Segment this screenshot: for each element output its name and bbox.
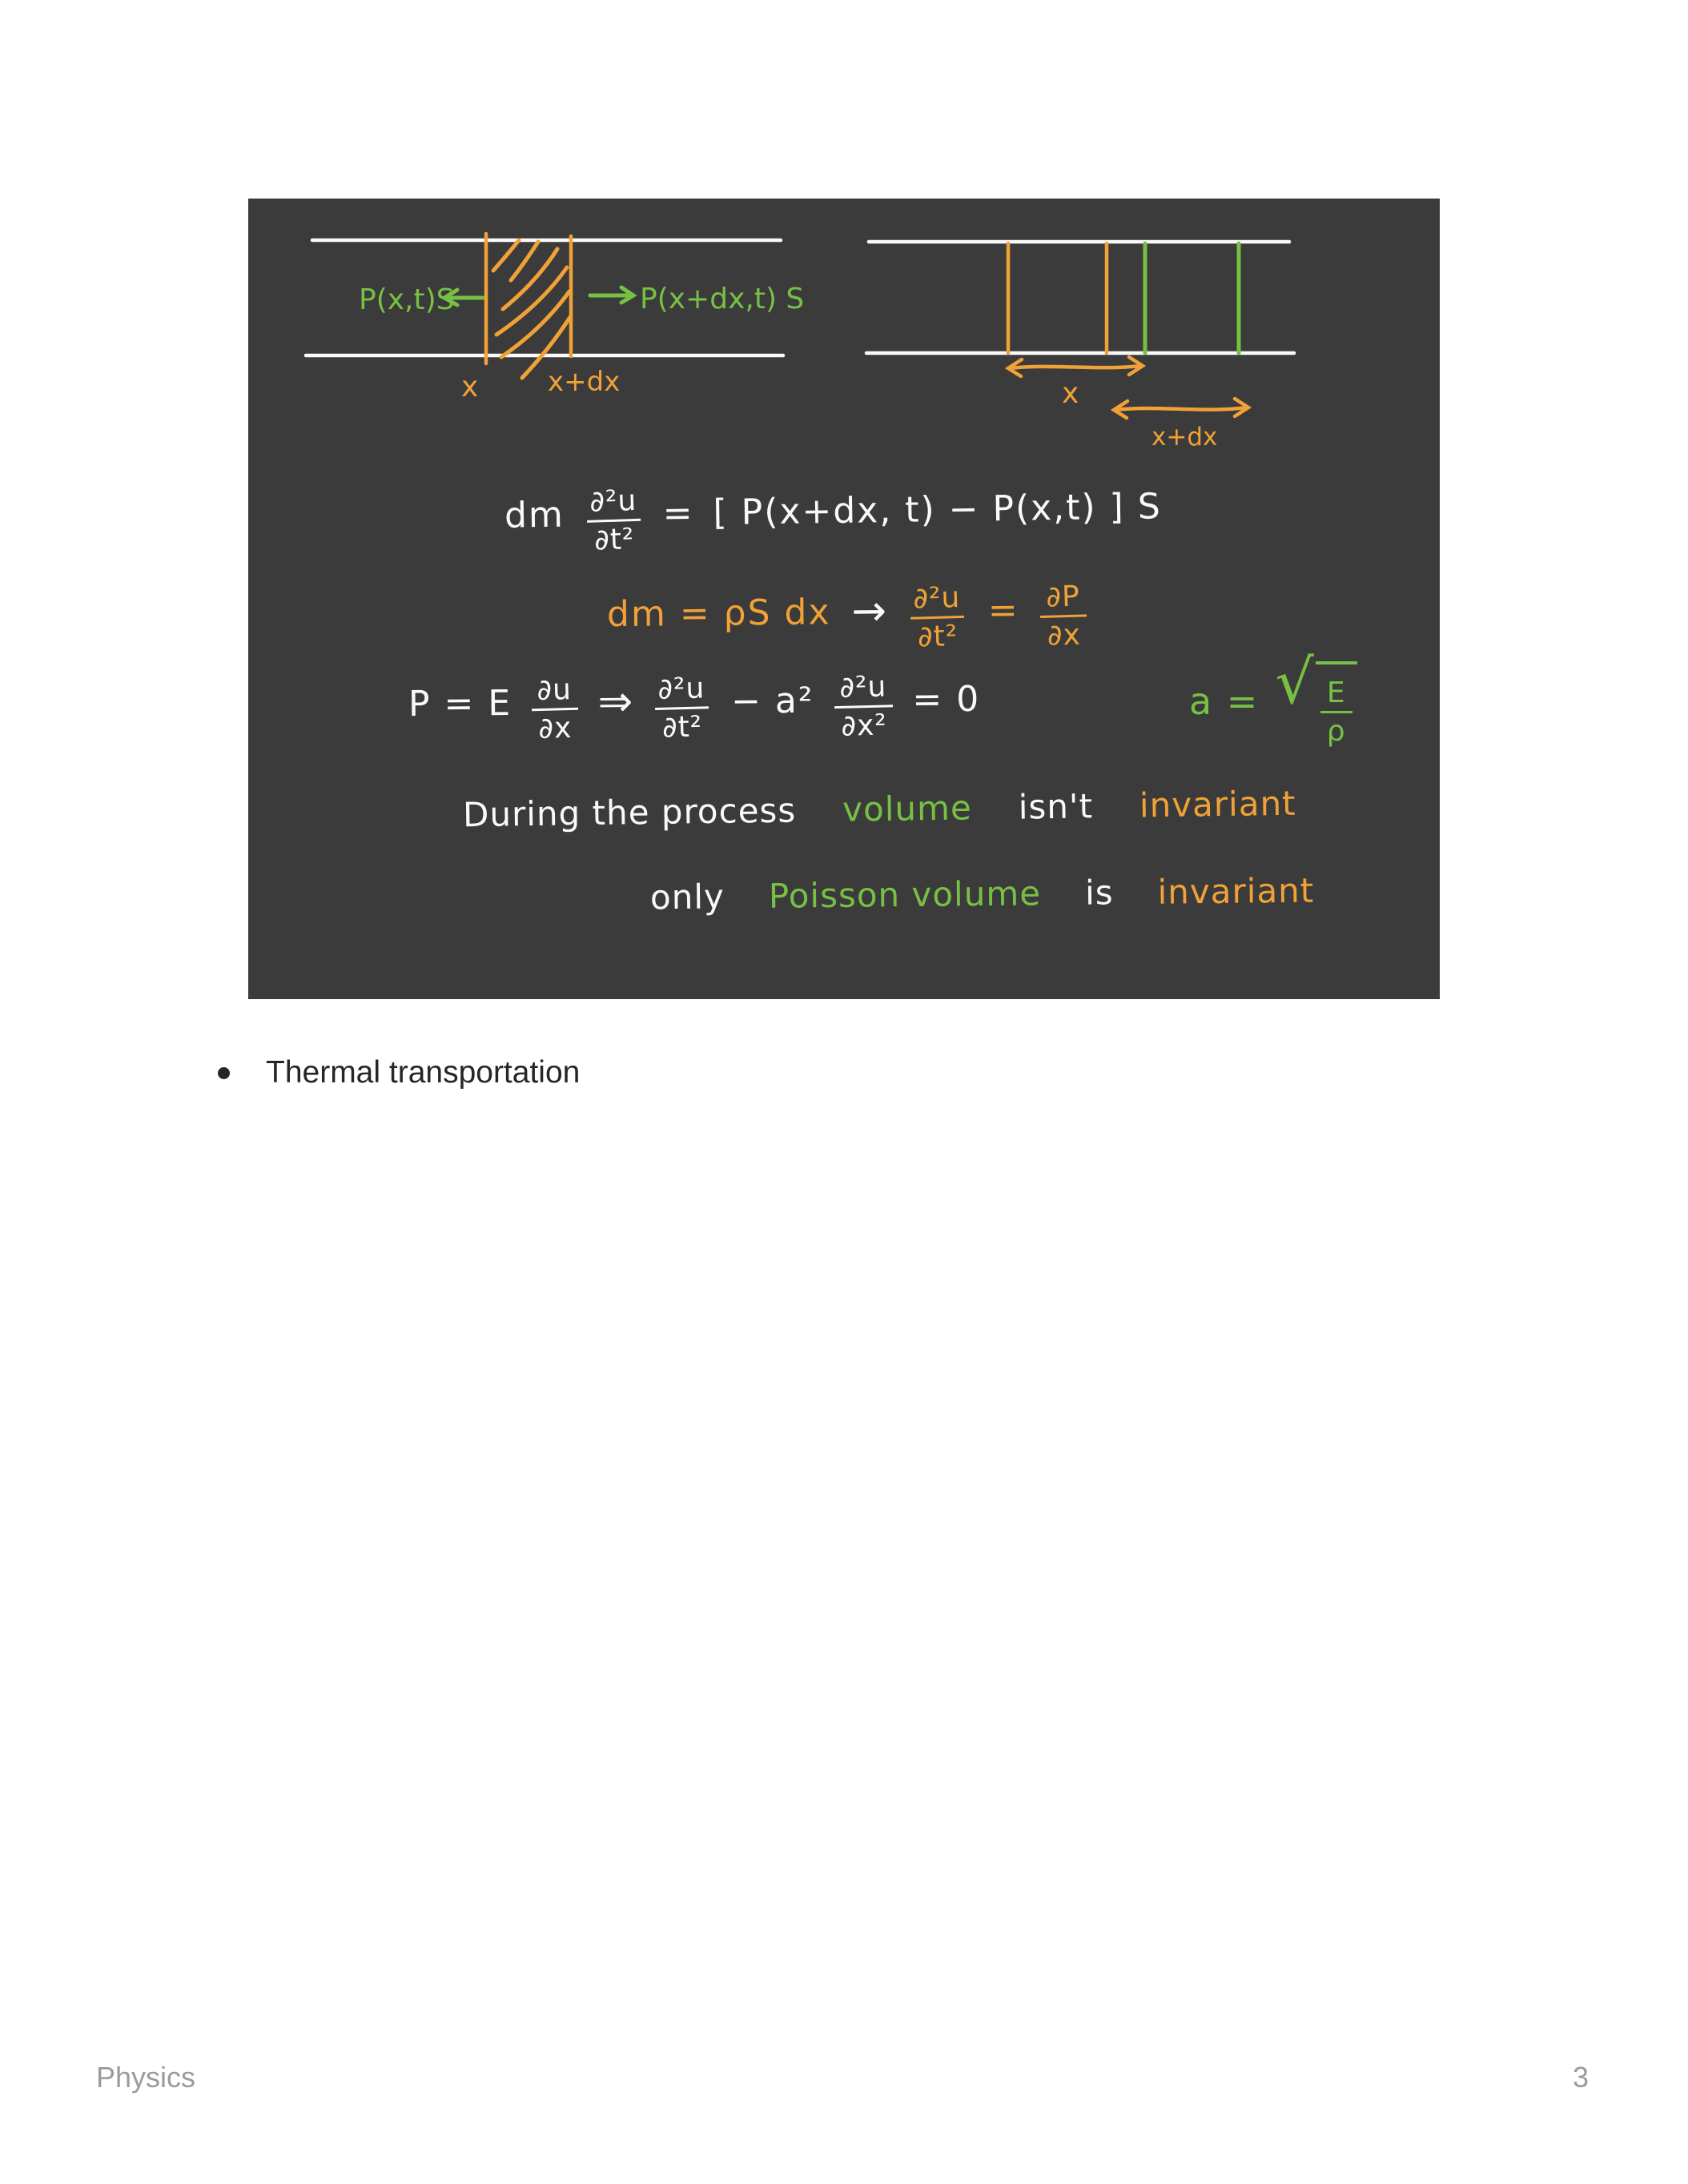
right-x-label: x: [1062, 377, 1079, 410]
left-x-label: x: [461, 371, 479, 403]
eq-wave-frac2-num: ∂²u: [657, 672, 706, 706]
eq-mass-frac1-den: ∂t²: [910, 616, 964, 654]
note2-part2: Poisson volume: [768, 873, 1042, 916]
eq-newton-frac-den: ∂t²: [587, 519, 641, 557]
eq-newton-fraction: [583, 485, 645, 558]
pressure-left-label: P(x,t)S: [359, 283, 455, 316]
eq-wave-fraction-2: [651, 672, 713, 745]
right-diagram: [866, 242, 1294, 452]
eq-mass: [606, 574, 1087, 654]
page-footer: [96, 2061, 1589, 2094]
pressure-right-label: P(x+dx,t) S: [640, 283, 805, 315]
eq-wave: [408, 664, 981, 746]
left-x-dx-label: x+dx: [548, 366, 621, 398]
bullet-text: Thermal transportation: [266, 1055, 581, 1090]
note-line-2: [650, 871, 1315, 917]
right-x-dx-label: x+dx: [1151, 423, 1218, 452]
page-number: 3: [1572, 2061, 1589, 2094]
footer-title: Physics: [96, 2061, 196, 2094]
left-diagram: [306, 234, 804, 403]
eq-wave-lhs: P = E: [408, 682, 512, 725]
eq-mass-frac2-num: ∂P: [1045, 580, 1081, 614]
eq-wave-fraction-3: [832, 671, 894, 744]
bullet-marker-icon: [218, 1067, 230, 1079]
note1-part3: isn't: [1018, 786, 1094, 827]
eq-wave-frac3-num: ∂²u: [838, 670, 887, 705]
eq-newton-lhs: dm: [504, 494, 565, 536]
eq-mass-fraction-2: [1039, 580, 1088, 652]
eq-mass-equals: =: [987, 589, 1020, 631]
eq-wave-frac1-num: ∂u: [537, 672, 573, 708]
note2-part1: only: [649, 877, 725, 917]
x-dx-span-arrow: [1116, 407, 1246, 410]
eq-mass-frac2-den: ∂x: [1040, 615, 1087, 653]
eq-wave-fraction-1: [530, 674, 580, 746]
eq-speed-radicand: [1316, 661, 1357, 749]
eq-speed-lhs: a =: [1189, 680, 1260, 724]
x-span-arrow: [1011, 366, 1140, 368]
eq-mass-fraction-1: [906, 582, 968, 655]
eq-mass-arrow: →: [851, 587, 887, 636]
eq-speed-frac-num: E: [1326, 676, 1346, 709]
note1-part4: invariant: [1139, 783, 1296, 825]
eq-speed: [1189, 646, 1357, 749]
eq-wave-frac3-den: ∂x²: [834, 705, 894, 744]
eq-wave-minus-a2: − a²: [730, 680, 814, 722]
note2-part3: is: [1084, 873, 1114, 913]
note2-part4: invariant: [1157, 870, 1315, 912]
eq-newton: [504, 471, 1163, 557]
eq-wave-frac2-den: ∂t²: [656, 707, 709, 745]
eq-mass-frac1-num: ∂²u: [912, 581, 961, 616]
note1-part2: volume: [842, 788, 973, 829]
eq-speed-frac-den: ρ: [1320, 711, 1352, 748]
eq-speed-fraction: [1320, 677, 1352, 749]
list-item: [218, 1055, 580, 1090]
eq-wave-frac1-den: ∂x: [532, 708, 579, 746]
eq-wave-rhs: = 0: [912, 678, 981, 721]
eq-wave-arrow: ⇒: [597, 677, 633, 727]
eq-mass-lhs: dm = ρS dx: [606, 592, 831, 635]
eq-newton-rhs: [ P(x+dx, t) − P(x,t) ] S: [713, 486, 1163, 533]
eq-newton-frac-num: ∂²u: [589, 484, 637, 519]
note1-part1: During the process: [462, 790, 797, 835]
eq-newton-equals: =: [662, 492, 694, 534]
whiteboard-canvas: [248, 199, 1440, 999]
radical-sign: √: [1275, 646, 1316, 717]
eq-speed-sqrt: [1275, 646, 1356, 749]
